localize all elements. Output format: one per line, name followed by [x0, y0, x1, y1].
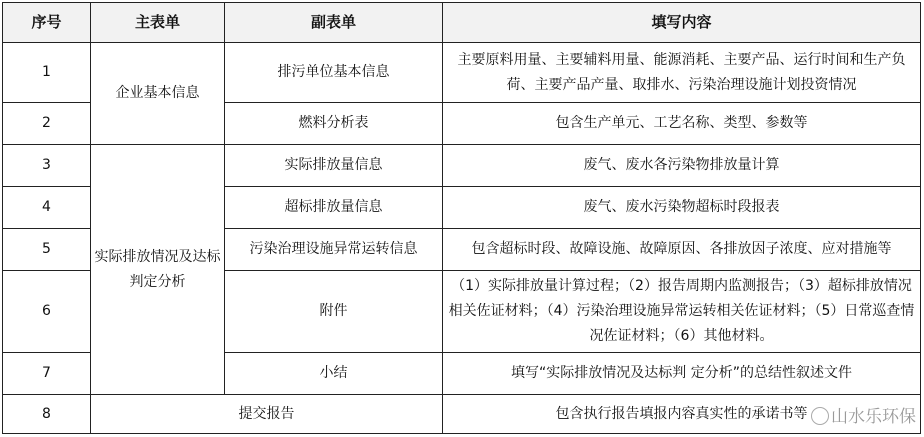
header-no: 序号 [3, 3, 91, 43]
table-row [3, 43, 921, 103]
content-cell: 废气、废水污染物超标时段报表 [443, 187, 921, 229]
main-form-actual-emission: 实际排放情况及达标判定分析 [91, 145, 225, 395]
wechat-icon [811, 407, 829, 425]
row-no: 6 [3, 271, 91, 353]
content-cell: 填写“实际排放情况及达标判 定分析”的总结性叙述文件 [443, 353, 921, 395]
row-no: 8 [3, 395, 91, 434]
content-cell: 包含超标时段、故障设施、故障原因、各排放因子浓度、应对措施等 [443, 229, 921, 271]
header-content: 填写内容 [443, 3, 921, 43]
row-no: 3 [3, 145, 91, 187]
report-table [2, 2, 921, 434]
table-row [3, 395, 921, 434]
content-cell: 废气、废水各污染物排放量计算 [443, 145, 921, 187]
row-no: 5 [3, 229, 91, 271]
sub-form: 小结 [225, 353, 443, 395]
content-cell: 主要原料用量、主要辅料用量、能源消耗、主要产品、运行时间和生产负荷、主要产品产量、取排水、污染治理设施计划投资情况 [443, 43, 921, 103]
sub-form: 污染治理设施异常运转信息 [225, 229, 443, 271]
row-no: 4 [3, 187, 91, 229]
main-form-submit-report: 提交报告 [91, 395, 443, 434]
watermark-text: 山水乐环保 [831, 407, 916, 427]
header-row [3, 3, 921, 43]
row-no: 1 [3, 43, 91, 103]
sub-form: 实际排放量信息 [225, 145, 443, 187]
sub-form: 排污单位基本信息 [225, 43, 443, 103]
sub-form: 超标排放量信息 [225, 187, 443, 229]
header-main-form: 主表单 [91, 3, 225, 43]
content-cell: （1）实际排放量计算过程；（2）报告周期内监测报告；（3）超标排放情况相关佐证材料；（4）污染治理设施异常运转相关佐证材料；（5）日常巡查情况佐证材料；（6）其他材料。 [443, 271, 921, 353]
content-cell: 包含生产单元、工艺名称、类型、参数等 [443, 103, 921, 145]
sub-form: 燃料分析表 [225, 103, 443, 145]
row-no: 7 [3, 353, 91, 395]
main-form-basic-info: 企业基本信息 [91, 43, 225, 145]
header-sub-form: 副表单 [225, 3, 443, 43]
sub-form: 附件 [225, 271, 443, 353]
watermark [811, 402, 916, 427]
row-no: 2 [3, 103, 91, 145]
content-cell: 包含执行报告填报内容真实性的承诺书等 [443, 395, 921, 434]
table-row [3, 145, 921, 187]
